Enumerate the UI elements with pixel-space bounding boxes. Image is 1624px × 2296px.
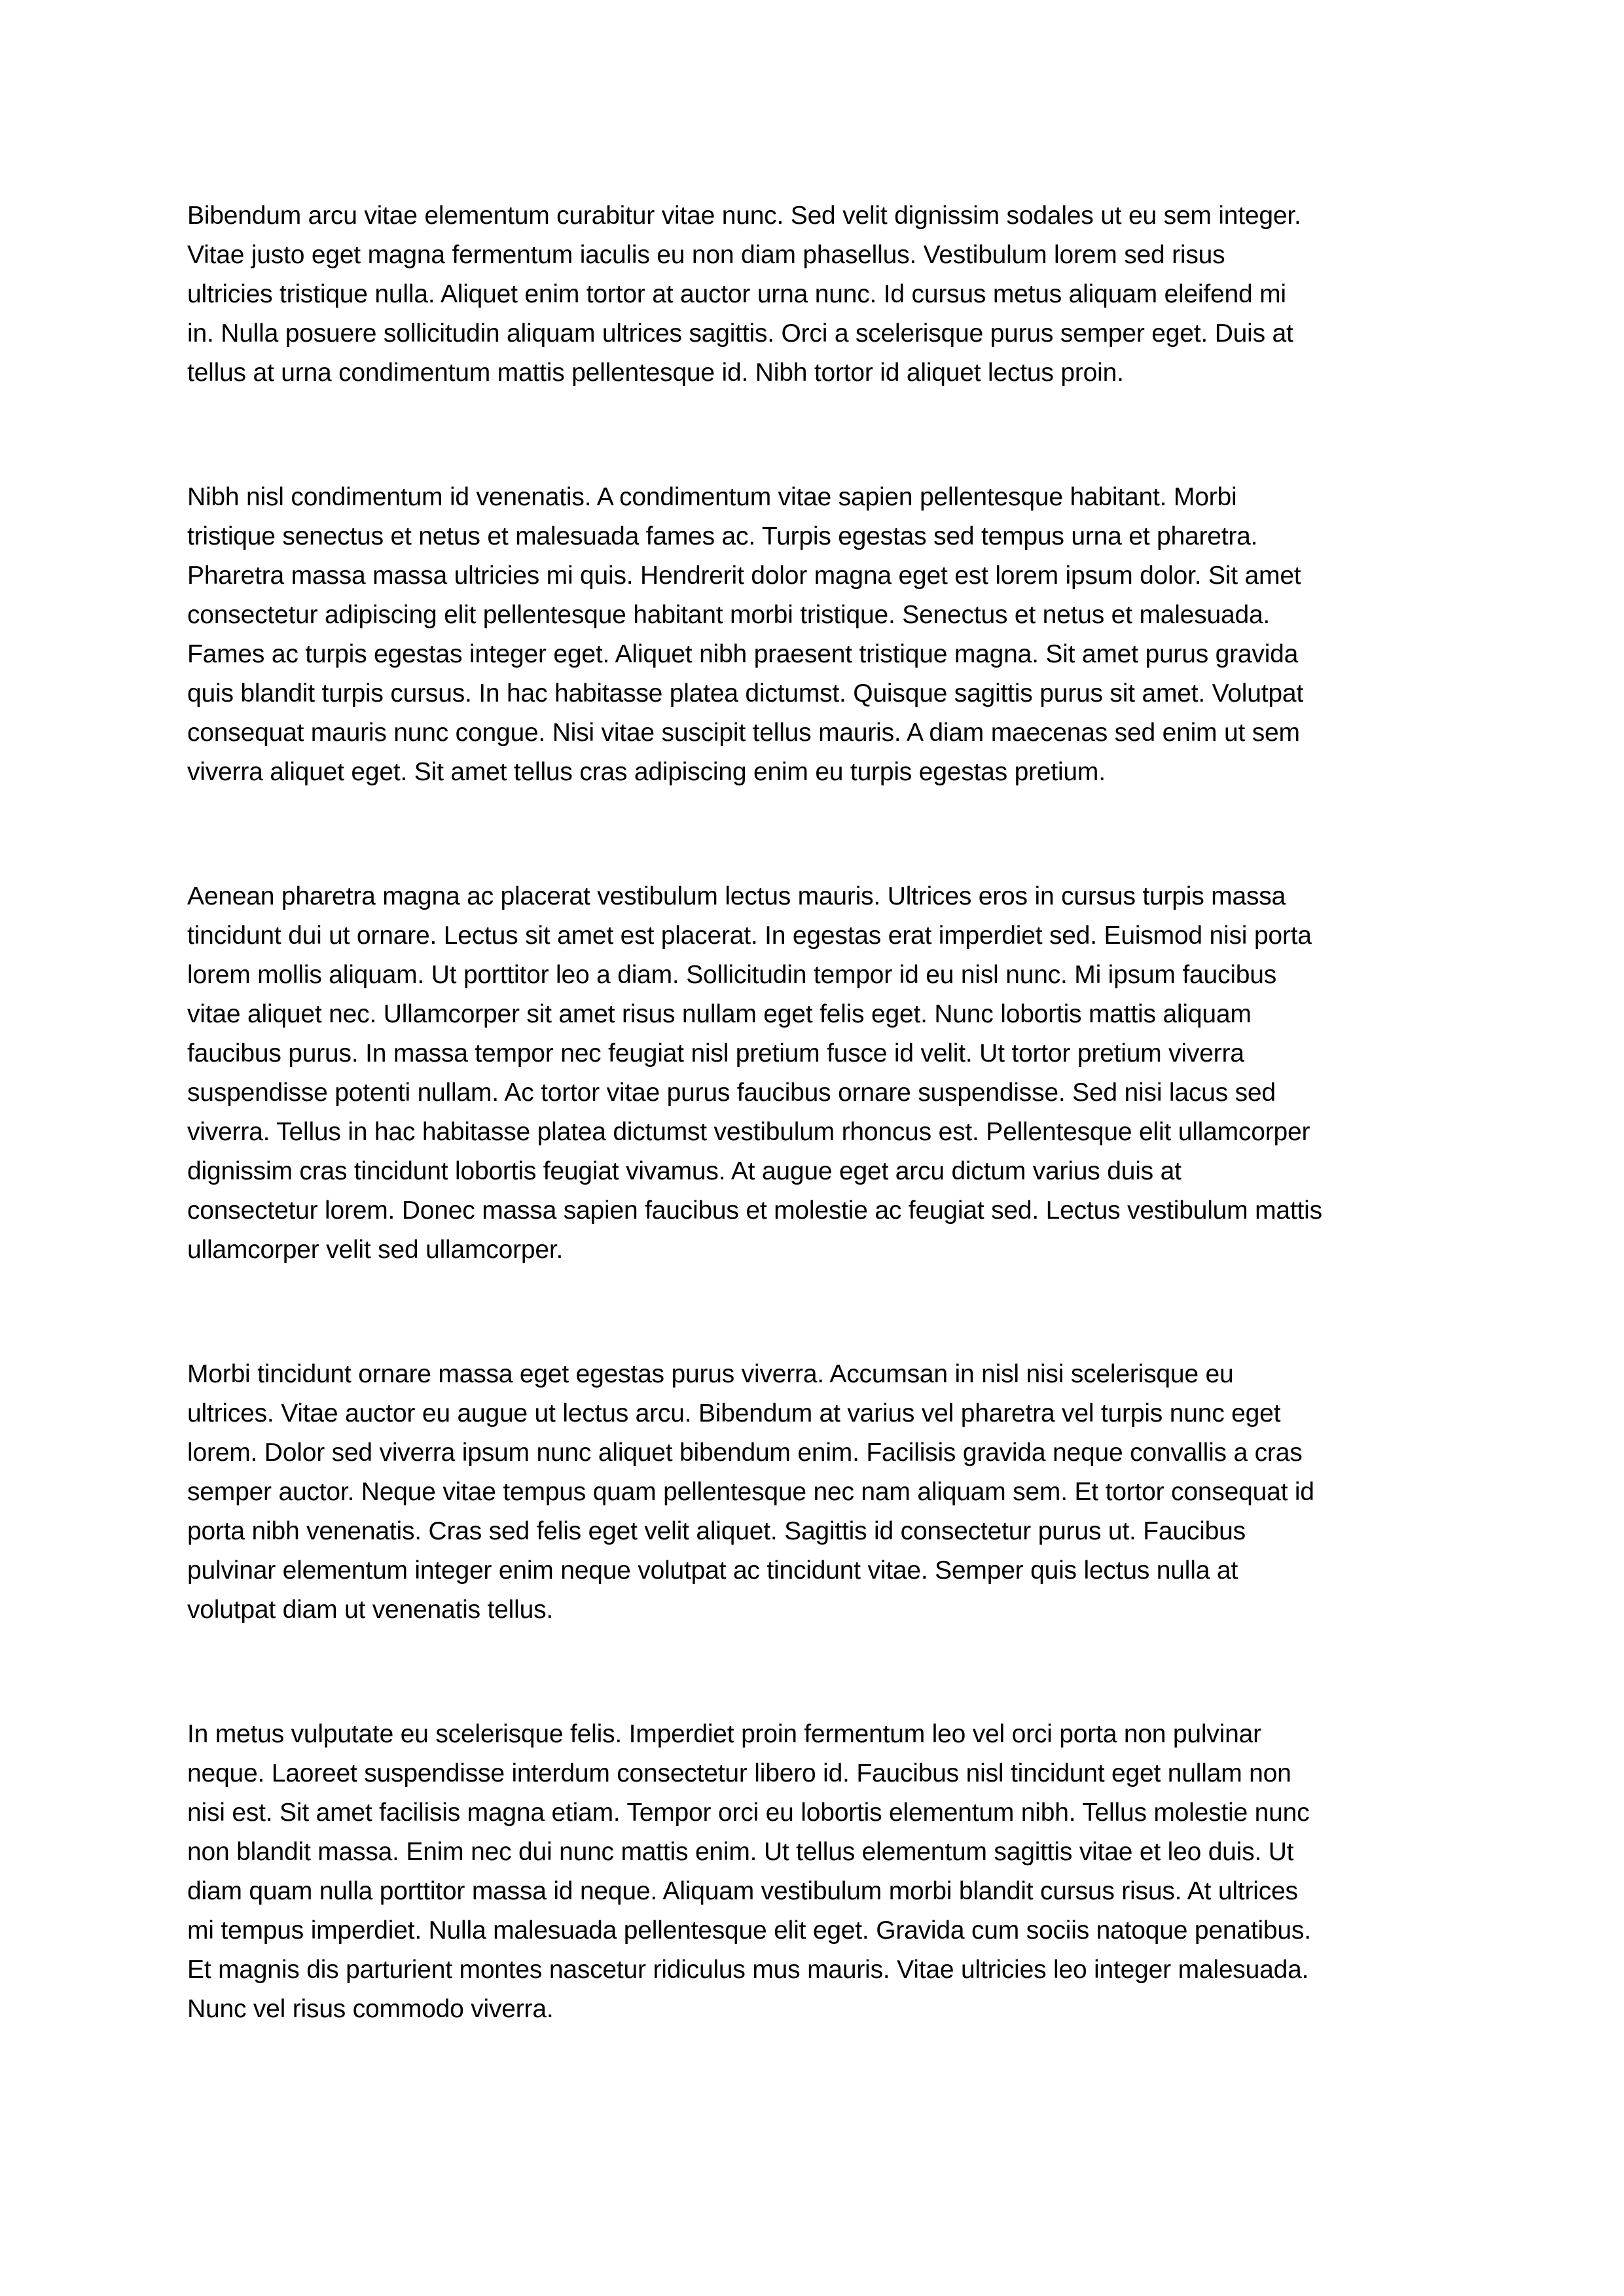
text-line: nisi est. Sit amet facilisis magna etiam. Tempor orci eu lobortis elementum nibh. Tellus molestie nunc: [187, 1799, 1310, 1827]
text-line: non blandit massa. Enim nec dui nunc mattis enim. Ut tellus elementum sagittis vitae et leo duis. Ut: [187, 1838, 1294, 1866]
text-line: tincidunt dui ut ornare. Lectus sit amet est placerat. In egestas erat imperdiet sed. Euismod nisi porta: [187, 922, 1312, 950]
text-line: tristique senectus et netus et malesuada fames ac. Turpis egestas sed tempus urna et pharetra.: [187, 522, 1258, 550]
paragraph-5: [187, 1715, 1470, 2029]
text-line: semper auctor. Neque vitae tempus quam pellentesque nec nam aliquam sem. Et tortor consequat id: [187, 1478, 1314, 1506]
text-line: lorem mollis aliquam. Ut porttitor leo a diam. Sollicitudin tempor id eu nisl nunc. Mi ipsum faucibus: [187, 961, 1276, 989]
text-line: mi tempus imperdiet. Nulla malesuada pellentesque elit eget. Gravida cum sociis natoque penatibus.: [187, 1916, 1311, 1945]
text-line: Bibendum arcu vitae elementum curabitur vitae nunc. Sed velit dignissim sodales ut eu sem integer.: [187, 202, 1301, 230]
paragraph-1: [187, 196, 1470, 393]
text-line: Morbi tincidunt ornare massa eget egestas purus viverra. Accumsan in nisl nisi scelerisque eu: [187, 1360, 1234, 1388]
text-line: ullamcorper velit sed ullamcorper.: [187, 1236, 564, 1264]
text-line: Fames ac turpis egestas integer eget. Aliquet nibh praesent tristique magna. Sit amet purus gravida: [187, 640, 1299, 668]
text-line: Et magnis dis parturient montes nascetur ridiculus mus mauris. Vitae ultricies leo integer malesuada.: [187, 1956, 1309, 1984]
text-line: pulvinar elementum integer enim neque volutpat ac tincidunt vitae. Semper quis lectus nulla at: [187, 1556, 1238, 1585]
paragraph-2: [187, 478, 1470, 792]
text-line: ultricies tristique nulla. Aliquet enim tortor at auctor urna nunc. Id cursus metus aliquam eleifend mi: [187, 280, 1286, 308]
text-line: volutpat diam ut venenatis tellus.: [187, 1596, 554, 1624]
text-line: consectetur lorem. Donec massa sapien faucibus et molestie ac feugiat sed. Lectus vestibulum mattis: [187, 1196, 1322, 1225]
text-line: porta nibh venenatis. Cras sed felis eget velit aliquet. Sagittis id consectetur purus ut. Faucibus: [187, 1517, 1246, 1545]
text-line: suspendisse potenti nullam. Ac tortor vitae purus faucibus ornare suspendisse. Sed nisi lacus sed: [187, 1079, 1276, 1107]
paragraph-4: [187, 1355, 1470, 1630]
text-line: dignissim cras tincidunt lobortis feugiat vivamus. At augue eget arcu dictum varius duis at: [187, 1157, 1182, 1185]
text-line: vitae aliquet nec. Ullamcorper sit amet risus nullam eget felis eget. Nunc lobortis mattis aliquam: [187, 1000, 1252, 1028]
text-line: neque. Laoreet suspendisse interdum consectetur libero id. Faucibus nisl tincidunt eget nullam non: [187, 1759, 1291, 1787]
text-line: In metus vulputate eu scelerisque felis. Imperdiet proin fermentum leo vel orci porta non pulvinar: [187, 1720, 1261, 1748]
text-line: ultrices. Vitae auctor eu augue ut lectus arcu. Bibendum at varius vel pharetra vel turpis nunc eget: [187, 1399, 1281, 1427]
text-line: tellus at urna condimentum mattis pellentesque id. Nibh tortor id aliquet lectus proin.: [187, 359, 1124, 387]
paragraph-3: [187, 877, 1470, 1270]
text-line: quis blandit turpis cursus. In hac habitasse platea dictumst. Quisque sagittis purus sit amet. Volutpat: [187, 679, 1303, 708]
text-line: Pharetra massa massa ultricies mi quis. Hendrerit dolor magna eget est lorem ipsum dolor. Sit amet: [187, 562, 1301, 590]
text-line: in. Nulla posuere sollicitudin aliquam ultrices sagittis. Orci a scelerisque purus semper eget. Duis at: [187, 319, 1293, 348]
text-line: viverra. Tellus in hac habitasse platea dictumst vestibulum rhoncus est. Pellentesque elit ullamcorper: [187, 1118, 1310, 1146]
text-line: Aenean pharetra magna ac placerat vestibulum lectus mauris. Ultrices eros in cursus turpis massa: [187, 882, 1286, 910]
text-line: consectetur adipiscing elit pellentesque habitant morbi tristique. Senectus et netus et malesuada.: [187, 601, 1271, 629]
document-text-body: [187, 196, 1470, 2029]
text-line: Nunc vel risus commodo viverra.: [187, 1995, 554, 2023]
text-line: faucibus purus. In massa tempor nec feugiat nisl pretium fusce id velit. Ut tortor pretium viverra: [187, 1039, 1244, 1067]
text-line: Nibh nisl condimentum id venenatis. A condimentum vitae sapien pellentesque habitant. Morbi: [187, 483, 1237, 511]
text-line: lorem. Dolor sed viverra ipsum nunc aliquet bibendum enim. Facilisis gravida neque convallis a cras: [187, 1439, 1303, 1467]
text-line: Vitae justo eget magna fermentum iaculis eu non diam phasellus. Vestibulum lorem sed risus: [187, 241, 1225, 269]
text-line: viverra aliquet eget. Sit amet tellus cras adipiscing enim eu turpis egestas pretium.: [187, 758, 1106, 786]
text-line: consequat mauris nunc congue. Nisi vitae suscipit tellus mauris. A diam maecenas sed enim ut sem: [187, 719, 1300, 747]
text-line: diam quam nulla porttitor massa id neque. Aliquam vestibulum morbi blandit cursus risus. At ultrices: [187, 1877, 1298, 1905]
